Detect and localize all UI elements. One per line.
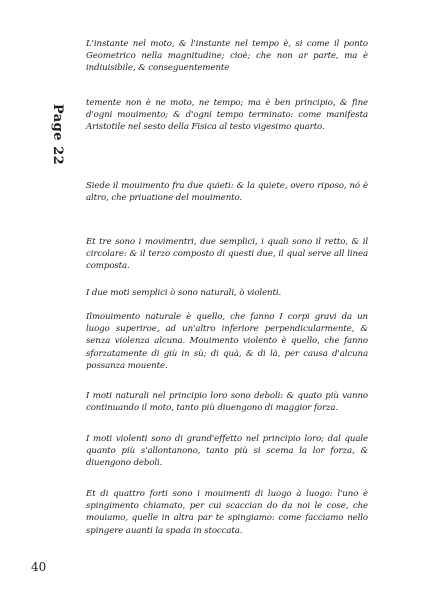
paragraph-9: Et di quattro forti sono i mouimenti di luogo à luogo: l'uno è spingimento chiamato, per cui scaccian do da noi le cose, che mouiamo, quelle in altra par te spingiamo: come facciamo nello spingere auanti la spada in stoccata.	[86, 489, 368, 536]
paragraph-3: Siede il mouimento fra due quieti: & la quiete, overo riposo, nó è altro, che priuatione del mouimento.	[86, 181, 368, 204]
paragraph-1: L'instante nel moto, & l'instante nel tempo è, si come il ponto Geometrico nella magnitudine; cioè; che non ar parte, ma è indiuisibile, & conseguentemente	[86, 39, 368, 74]
page-number: 40	[31, 560, 47, 574]
paragraph-6: Ilmouimento naturale è quello, che fanno I corpi gravi da un luogo superiroe, ad un'altro inferiore perpendicularmente, & senza violenza alcuna. Mouimento violento è quello, che fanno sforzatamente di giù in sù; di quà, & di là, per causa d'alcuna possanza mouente.	[86, 312, 368, 371]
side-page-label-text: Page 22	[50, 103, 66, 165]
paragraph-2: temente non è ne moto, ne tempo; ma è ben principio, & fine d'ogni mouimento; & d'ogni tempo terminato: come manifesta Aristotile nel sesto della Fisica al testo vigesimo quarto.	[86, 98, 368, 133]
paragraph-8: I moti violenti sono di grand'effetto nel principio loro; dal quale quanto più s'allontanono, tanto più si scema la lor forza, & diuengono deboli.	[86, 434, 368, 469]
paragraph-5: I due moti semplici ò sono naturali, ò violenti.	[86, 288, 282, 298]
side-page-label	[50, 104, 66, 164]
paragraph-4: Et tre sono i movimentri, due semplici, i quali sono il retto, & il circolare: & il terzo composto di questi due, il qual serve all linea composta.	[86, 237, 368, 272]
paragraph-7: I moti naturali nel principio loro sono deboli: & quato più vanno continuando il moto, tanto più diuengono di maggior forza.	[86, 391, 368, 414]
